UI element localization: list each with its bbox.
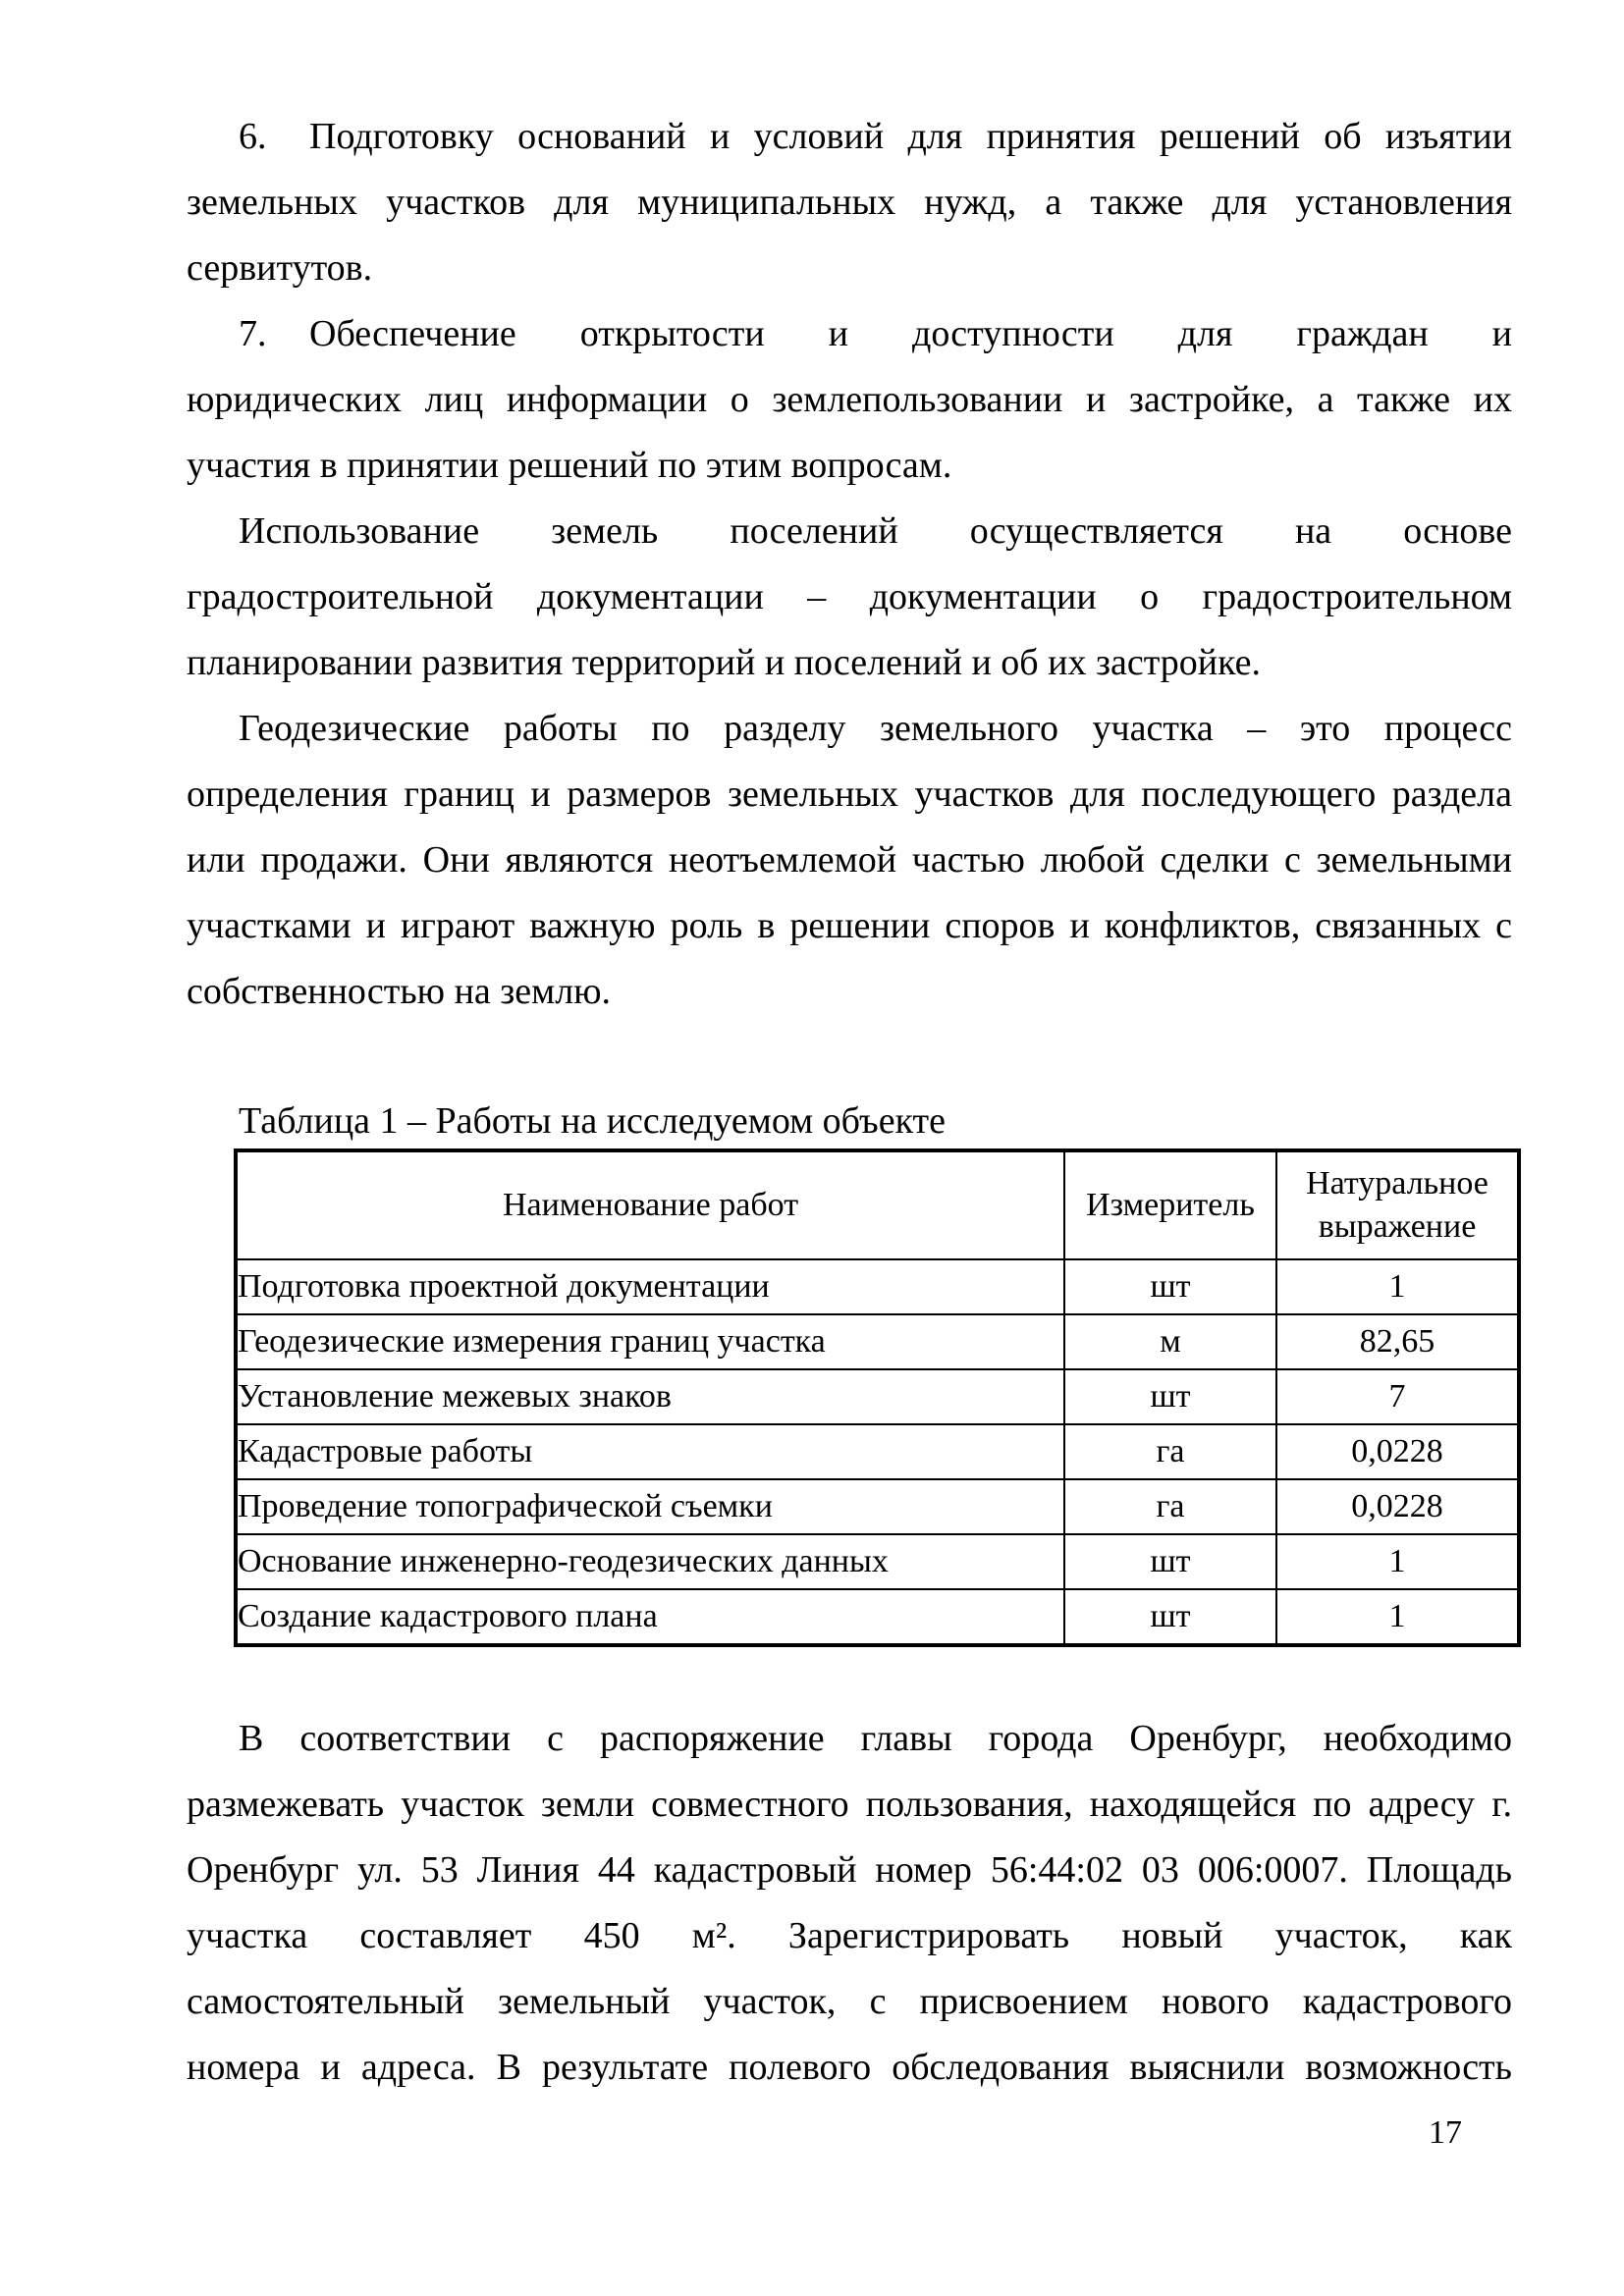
table-caption: Таблица 1 – Работы на исследуемом объекте <box>239 1100 946 1142</box>
paragraph-land-use-line-1: Использование земель поселений осуществляется на основе <box>239 510 1512 552</box>
work-value: 7 <box>1276 1369 1519 1424</box>
table-row <box>236 1534 1519 1589</box>
work-name: Подготовка проектной документации <box>236 1259 1064 1314</box>
paragraph-7-text-1: Обеспечение открытости и доступности для граждан и <box>309 313 1512 354</box>
column-header-name: Наименование работ <box>236 1150 1064 1259</box>
paragraph-6-text-1: Подготовку оснований и условий для принятия решений об изъятии <box>309 116 1512 157</box>
paragraph-order-line-4: участка составляет 450 м². Зарегистрировать новый участок, как <box>187 1915 1512 1956</box>
page-number: 17 <box>1429 2114 1462 2151</box>
work-value: 1 <box>1276 1534 1519 1589</box>
paragraph-geodesy-line-3: или продажи. Они являются неотъемлемой частью любой сделки с земельными <box>187 839 1512 881</box>
paragraph-order-line-1: В соответствии с распоряжение главы города Оренбург, необходимо <box>239 1718 1512 1759</box>
page-content <box>187 104 1512 2101</box>
table-row <box>236 1424 1519 1479</box>
paragraph-geodesy-line-5: собственностью на землю. <box>187 971 612 1012</box>
paragraph-6-line-2: земельных участков для муниципальных нужд, а также для установления <box>187 182 1512 223</box>
work-name: Установление межевых знаков <box>236 1369 1064 1424</box>
paragraph-order-line-5: самостоятельный земельный участок, с присвоением нового кадастрового <box>187 1981 1512 2022</box>
paragraph-6-line-1 <box>187 104 1512 170</box>
table-header-row <box>236 1150 1519 1259</box>
work-unit: га <box>1064 1424 1276 1479</box>
work-unit: шт <box>1064 1259 1276 1314</box>
work-unit: га <box>1064 1479 1276 1534</box>
work-name: Кадастровые работы <box>236 1424 1064 1479</box>
column-header-value: Натуральное выражение <box>1276 1150 1519 1259</box>
paragraph-7-line-1 <box>187 301 1512 367</box>
paragraph-6-line-3: сервитутов. <box>187 247 373 289</box>
work-value: 0,0228 <box>1276 1479 1519 1534</box>
work-name: Геодезические измерения границ участка <box>236 1314 1064 1369</box>
work-value: 1 <box>1276 1589 1519 1645</box>
table-row <box>236 1479 1519 1534</box>
paragraph-order-line-6: номера и адреса. В результате полевого обследования выяснили возможность <box>187 2047 1512 2088</box>
work-name: Основание инженерно-геодезических данных <box>236 1534 1064 1589</box>
paragraph-geodesy-line-1: Геодезические работы по разделу земельного участка – это процесс <box>239 708 1512 749</box>
work-name: Создание кадастрового плана <box>236 1589 1064 1645</box>
table-row <box>236 1369 1519 1424</box>
work-value: 82,65 <box>1276 1314 1519 1369</box>
work-unit: м <box>1064 1314 1276 1369</box>
paragraph-7-line-2: юридических лиц информации о землепользовании и застройке, а также их <box>187 379 1512 420</box>
paragraph-land-use-line-2: градостроительной документации – документации о градостроительном <box>187 576 1512 617</box>
work-unit: шт <box>1064 1534 1276 1589</box>
list-number-6: 6. <box>239 116 267 157</box>
work-value: 1 <box>1276 1259 1519 1314</box>
list-number-7: 7. <box>239 313 267 354</box>
works-table <box>234 1148 1521 1647</box>
paragraph-order-line-2: размежевать участок земли совместного пользования, находящейся по адресу г. <box>187 1784 1512 1825</box>
table-row <box>236 1314 1519 1369</box>
work-unit: шт <box>1064 1369 1276 1424</box>
paragraph-geodesy-line-2: определения границ и размеров земельных участков для последующего раздела <box>187 774 1512 815</box>
paragraph-land-use-line-3: планировании развития территорий и поселений и об их застройке. <box>187 642 1262 683</box>
table-row <box>236 1259 1519 1314</box>
work-value: 0,0228 <box>1276 1424 1519 1479</box>
paragraph-7-line-3: участия в принятии решений по этим вопросам. <box>187 445 952 486</box>
paragraph-order-line-3: Оренбург ул. 53 Линия 44 кадастровый номер 56:44:02 03 006:0007. Площадь <box>187 1849 1512 1891</box>
work-name: Проведение топографической съемки <box>236 1479 1064 1534</box>
work-unit: шт <box>1064 1589 1276 1645</box>
column-header-unit: Измеритель <box>1064 1150 1276 1259</box>
paragraph-geodesy-line-4: участками и играют важную роль в решении споров и конфликтов, связанных с <box>187 905 1512 946</box>
table-row <box>236 1589 1519 1645</box>
